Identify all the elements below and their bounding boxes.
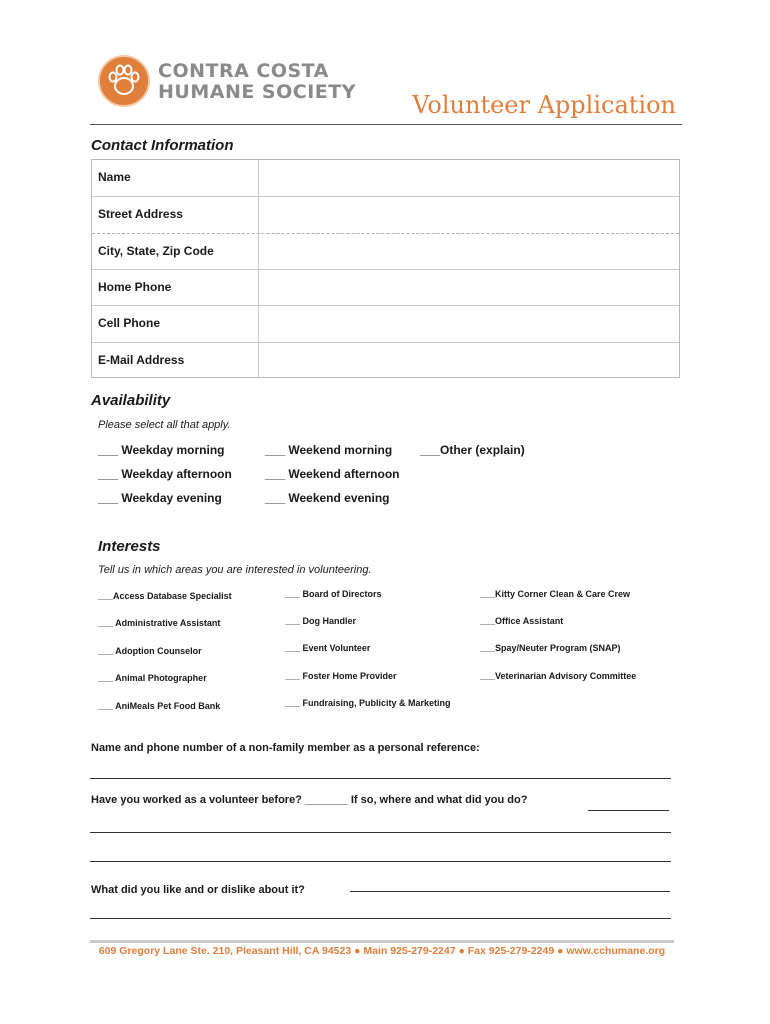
volunteer-answer-line[interactable] — [90, 861, 671, 862]
interest-option[interactable]: ___ Board of Directors — [285, 589, 382, 599]
availability-heading: Availability — [91, 392, 171, 409]
contact-row-email — [92, 342, 679, 378]
contact-label: City, State, Zip Code — [98, 243, 214, 258]
reference-question: Name and phone number of a non-family member as a personal reference: — [91, 742, 480, 754]
interest-option[interactable]: ___Office Assistant — [480, 616, 564, 626]
contact-label: Home Phone — [98, 279, 172, 294]
org-name-line2: HUMANE SOCIETY — [158, 81, 356, 103]
volunteer-where-line[interactable] — [588, 810, 669, 811]
availability-option[interactable]: ___Other (explain) — [420, 443, 525, 457]
header-divider — [90, 124, 682, 125]
footer-contact-info: 609 Gregory Lane Ste. 210, Pleasant Hill, CA 94523 ● Main 925-279-2247 ● Fax 925-279-2249 ● www.cchumane.org — [98, 945, 666, 957]
availability-option[interactable]: ___ Weekend morning — [265, 443, 393, 457]
home-phone-field[interactable] — [258, 270, 679, 305]
cell-phone-field[interactable] — [258, 306, 679, 341]
availability-hint: Please select all that apply. — [98, 419, 231, 431]
interest-option[interactable]: ___ Adoption Counselor — [98, 646, 202, 656]
interest-option[interactable]: ___ Event Volunteer — [285, 643, 371, 653]
availability-option[interactable]: ___ Weekday afternoon — [98, 467, 232, 481]
document-title: Volunteer Application — [412, 91, 676, 119]
contact-label: Cell Phone — [98, 316, 161, 331]
interests-hint: Tell us in which areas you are interested in volunteering. — [98, 564, 372, 576]
interest-option[interactable]: ___Veterinarian Advisory Committee — [480, 671, 637, 681]
availability-option[interactable]: ___ Weekday evening — [98, 491, 222, 505]
availability-option[interactable]: ___ Weekend afternoon — [265, 467, 400, 481]
contact-heading: Contact Information — [91, 137, 234, 154]
contact-row-city — [92, 233, 679, 269]
contact-row-name — [92, 160, 679, 196]
interest-option[interactable]: ___ Fundraising, Publicity & Marketing — [285, 698, 451, 708]
like-dislike-answer-line[interactable] — [90, 918, 671, 919]
street-address-field[interactable] — [258, 197, 679, 232]
contact-row-cell-phone — [92, 305, 679, 341]
volunteered-before-question: Have you worked as a volunteer before? _______ If so, where and what did you do? — [91, 794, 528, 806]
contact-label: E-Mail Address — [98, 352, 185, 367]
volunteer-answer-line[interactable] — [90, 832, 671, 833]
name-field[interactable] — [258, 160, 679, 196]
contact-label: Street Address — [98, 207, 183, 222]
like-dislike-question: What did you like and or dislike about it? — [91, 884, 305, 896]
interest-option[interactable]: ___ Animal Photographer — [98, 673, 207, 683]
interest-option[interactable]: ___Spay/Neuter Program (SNAP) — [480, 643, 621, 653]
availability-option[interactable]: ___ Weekday morning — [98, 443, 225, 457]
organization-logo — [98, 55, 150, 107]
contact-table — [91, 159, 680, 378]
interest-option[interactable]: ___ Dog Handler — [285, 616, 357, 626]
org-name-line1: CONTRA COSTA — [158, 60, 329, 82]
contact-row-street — [92, 196, 679, 232]
availability-option[interactable]: ___ Weekend evening — [265, 491, 390, 505]
interest-option[interactable]: ___Access Database Specialist — [98, 591, 232, 601]
like-dislike-inline-line[interactable] — [350, 891, 670, 892]
city-state-zip-field[interactable] — [258, 234, 679, 269]
interests-heading: Interests — [98, 538, 161, 555]
footer-divider — [90, 940, 674, 943]
reference-answer-line[interactable] — [90, 778, 671, 779]
paw-print-icon — [100, 57, 148, 105]
contact-row-home-phone — [92, 269, 679, 305]
interest-option[interactable]: ___ AniMeals Pet Food Bank — [98, 701, 221, 711]
interest-option[interactable]: ___ Foster Home Provider — [285, 671, 397, 681]
interest-option[interactable]: ___ Administrative Assistant — [98, 618, 221, 628]
contact-label: Name — [98, 170, 131, 184]
email-field[interactable] — [258, 343, 679, 378]
interest-option[interactable]: ___Kitty Corner Clean & Care Crew — [480, 589, 631, 599]
